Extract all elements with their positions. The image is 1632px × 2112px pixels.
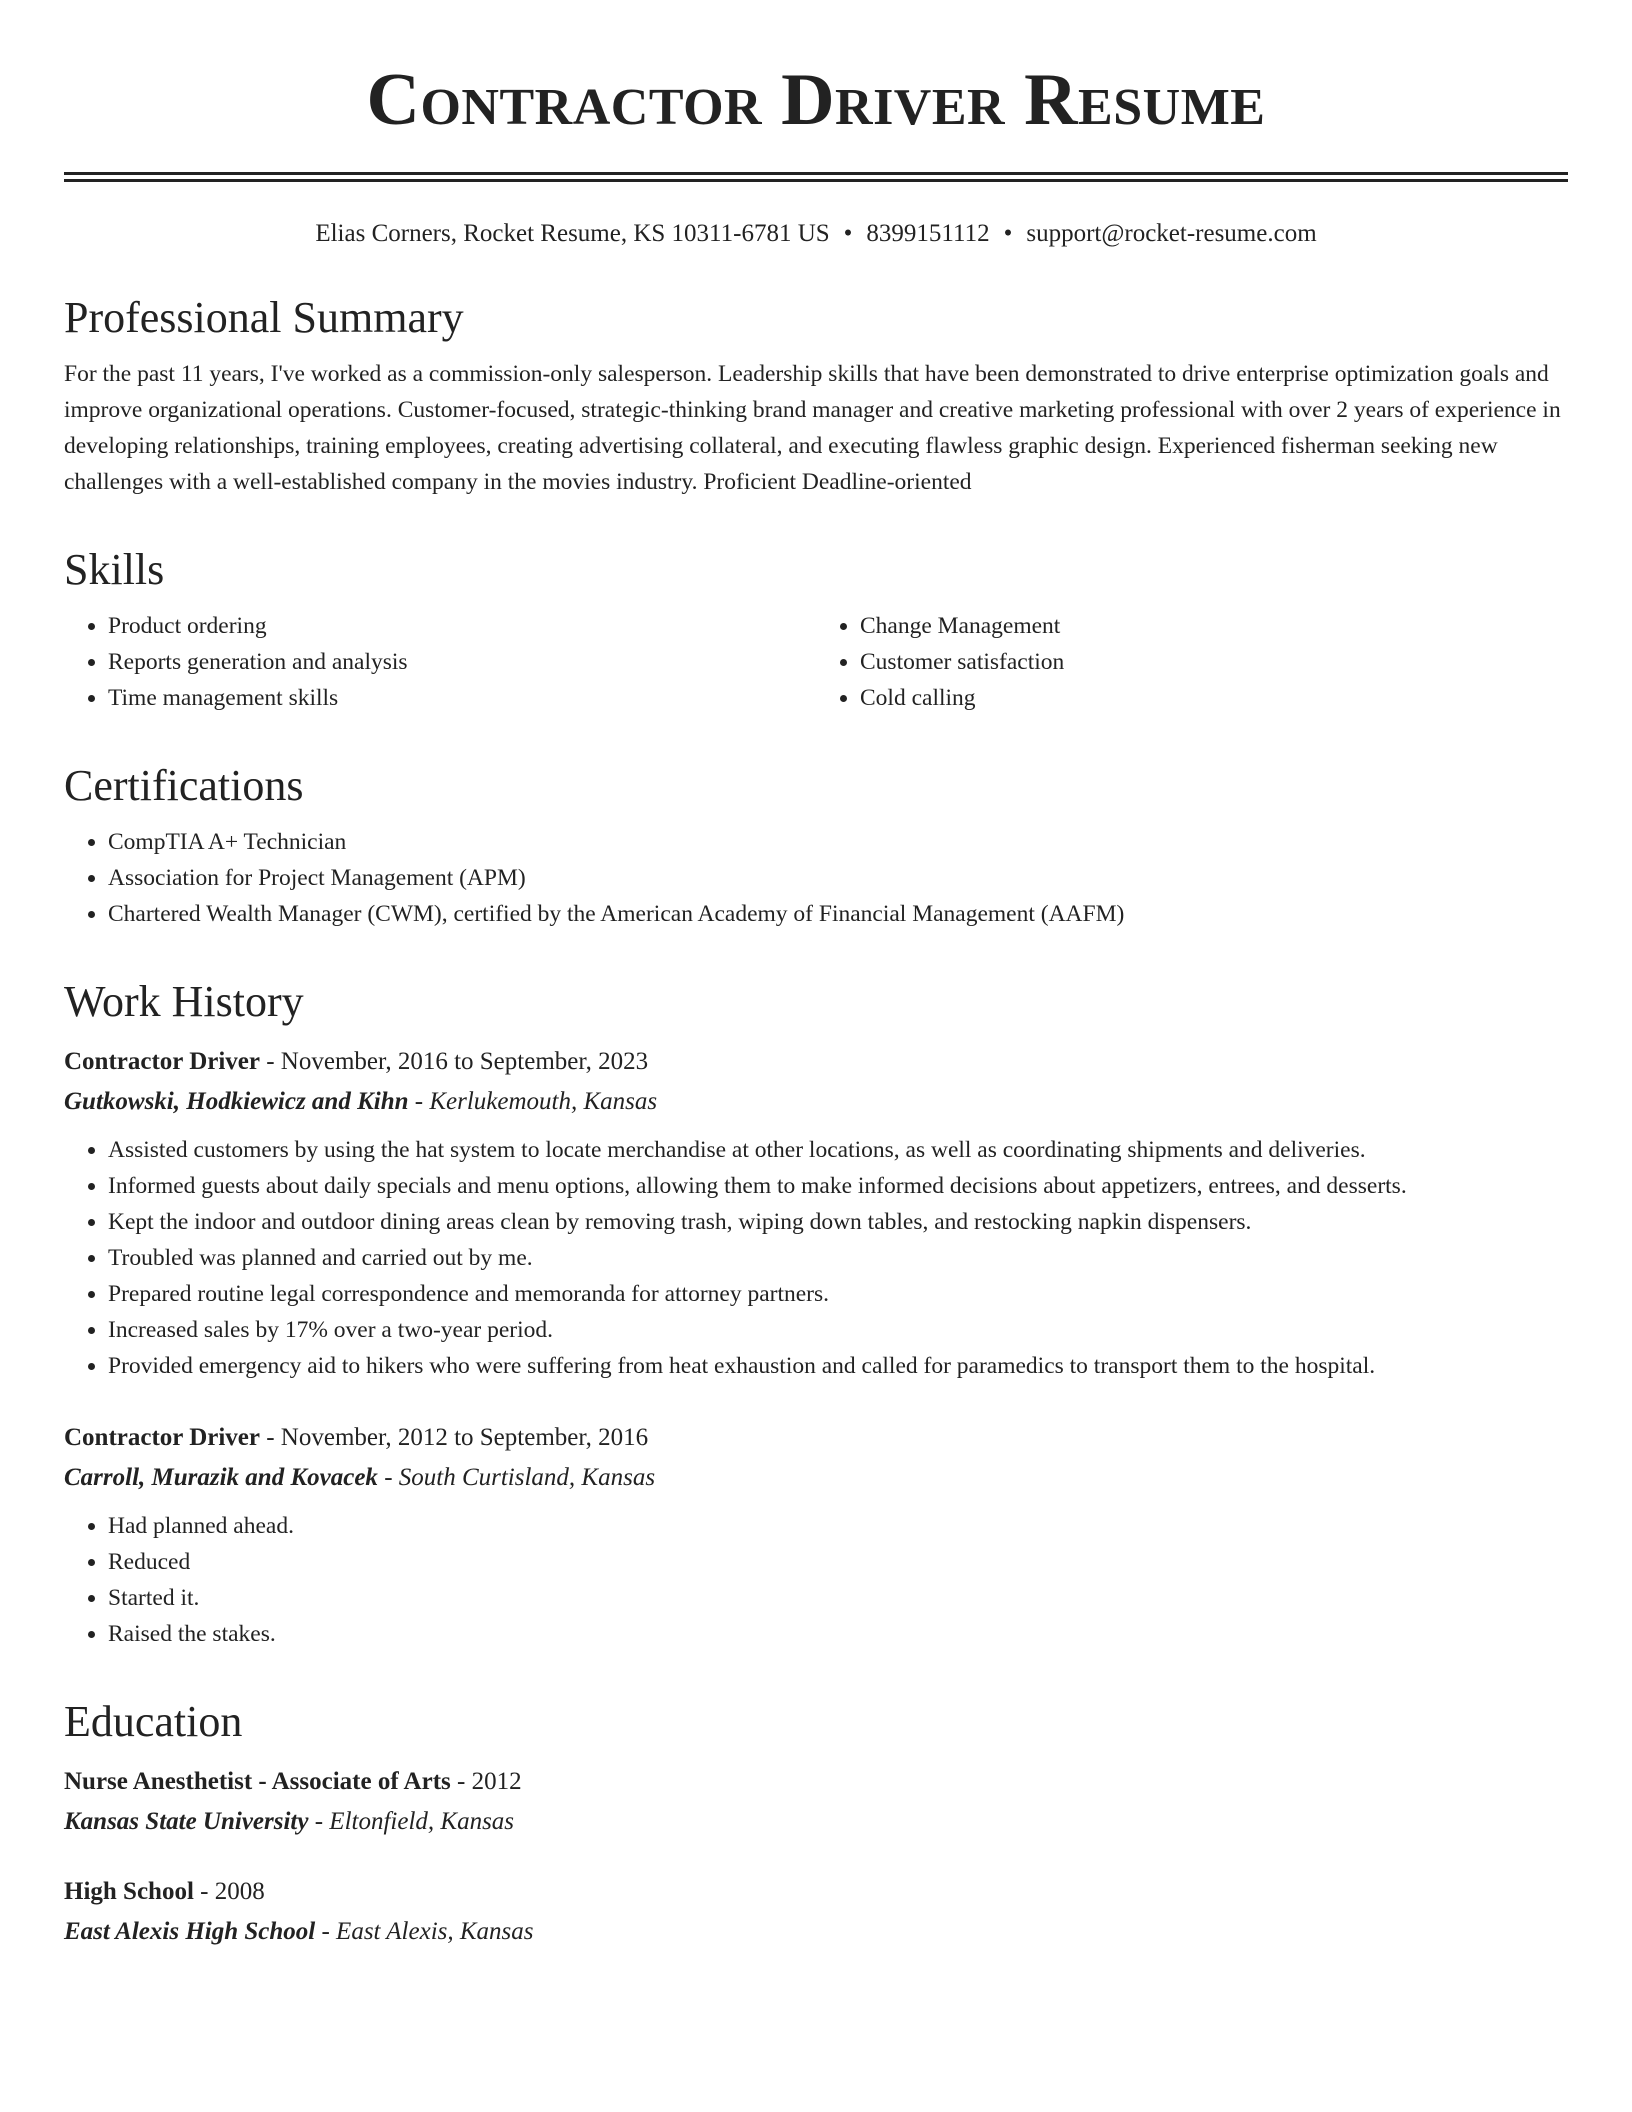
job-duty: • Kept the indoor and outdoor dining areas clean by removing trash, wiping down tables, and restocking napkin dispensers. xyxy=(108,1204,1568,1240)
job-header xyxy=(64,1418,1568,1458)
job-title: Contractor Driver xyxy=(64,1048,260,1075)
job-entry xyxy=(64,1418,1568,1652)
contact-phone: 8399151112 xyxy=(866,220,990,247)
job-entry xyxy=(64,1042,1568,1384)
certification-item: • Association for Project Management (APM) xyxy=(108,860,1568,896)
job-dates: - November, 2016 to September, 2023 xyxy=(259,1048,649,1075)
skill-item: • Cold calling xyxy=(860,680,1568,716)
contact-separator: • xyxy=(1003,220,1013,247)
summary-section xyxy=(64,292,1568,500)
job-location: - Kerlukemouth, Kansas xyxy=(408,1088,658,1115)
contact-email[interactable]: support@rocket-resume.com xyxy=(1026,220,1317,247)
skill-item: • Customer satisfaction xyxy=(860,644,1568,680)
job-duty: • Reduced xyxy=(108,1544,1568,1580)
skill-item: • Reports generation and analysis xyxy=(108,644,816,680)
summary-text: For the past 11 years, I've worked as a commission-only salesperson. Leadership skills that have been demonstrated to drive enterprise optimization goals and improve organizational operations. Customer-focused, strategic-thinking brand manager and creative marketing professional with over 2 years of experience in developing relationships, training employees, creating advertising collateral, and executing flawless graphic design. Experienced fisherman seeking new challenges with a well-established company in the movies industry. Proficient Deadline-oriented xyxy=(64,361,1561,495)
education-school-line xyxy=(64,1912,1568,1952)
job-duty: • Informed guests about daily specials and menu options, allowing them to make informed decisions about appetizers, entrees, and desserts. xyxy=(108,1168,1568,1204)
skills-section xyxy=(64,544,1568,716)
skill-item: • Product ordering xyxy=(108,608,816,644)
job-company-line xyxy=(64,1082,1568,1122)
job-title: Contractor Driver xyxy=(64,1424,260,1451)
job-duty: • Troubled was planned and carried out by me. xyxy=(108,1240,1568,1276)
job-duty: • Started it. xyxy=(108,1580,1568,1616)
resume-title: Contractor Driver Resume xyxy=(366,59,1266,141)
education-degree: High School xyxy=(64,1878,194,1905)
skills-heading: Skills xyxy=(64,545,165,594)
education-year: - 2008 xyxy=(193,1878,265,1905)
job-location: - South Curtisland, Kansas xyxy=(377,1464,656,1491)
contact-separator: • xyxy=(843,220,853,247)
education-school: East Alexis High School xyxy=(64,1918,316,1945)
education-year: - 2012 xyxy=(450,1768,522,1795)
job-duty: • Raised the stakes. xyxy=(108,1616,1568,1652)
education-entry xyxy=(64,1762,1568,1842)
job-duty: • Assisted customers by using the hat system to locate merchandise at other locations, as well as coordinating shipments and deliveries. xyxy=(108,1132,1568,1168)
certification-item: • Chartered Wealth Manager (CWM), certified by the American Academy of Financial Management (AAFM) xyxy=(108,896,1568,932)
skills-columns xyxy=(64,608,1568,716)
job-company: Carroll, Murazik and Kovacek xyxy=(64,1464,378,1491)
education-location: - East Alexis, Kansas xyxy=(315,1918,534,1945)
job-duty: • Increased sales by 17% over a two-year period. xyxy=(108,1312,1568,1348)
education-entry xyxy=(64,1872,1568,1952)
summary-heading: Professional Summary xyxy=(64,293,464,342)
skills-list-right xyxy=(816,608,1568,716)
job-company-line xyxy=(64,1458,1568,1498)
job-dates: - November, 2012 to September, 2016 xyxy=(259,1424,649,1451)
certifications-heading: Certifications xyxy=(64,761,304,810)
education-school: Kansas State University xyxy=(64,1808,309,1835)
skill-item: • Time management skills xyxy=(108,680,816,716)
job-duty: • Provided emergency aid to hikers who were suffering from heat exhaustion and called for paramedics to transport them to the hospital. xyxy=(108,1348,1568,1384)
job-duties-list xyxy=(64,1508,1568,1652)
contact-line xyxy=(64,218,1568,250)
title-divider xyxy=(64,172,1568,182)
contact-address: Elias Corners, Rocket Resume, KS 10311-6781 US xyxy=(315,220,830,247)
job-duty: • Prepared routine legal correspondence and memoranda for attorney partners. xyxy=(108,1276,1568,1312)
work-history-section xyxy=(64,976,1568,1652)
skill-item: • Change Management xyxy=(860,608,1568,644)
certifications-section xyxy=(64,760,1568,932)
job-duties-list xyxy=(64,1132,1568,1384)
job-company: Gutkowski, Hodkiewicz and Kihn xyxy=(64,1088,409,1115)
job-header xyxy=(64,1042,1568,1082)
education-section xyxy=(64,1696,1568,1952)
skills-list-left xyxy=(64,608,816,716)
education-header xyxy=(64,1872,1568,1912)
education-degree: Nurse Anesthetist - Associate of Arts xyxy=(64,1768,451,1795)
education-heading: Education xyxy=(64,1697,243,1746)
education-location: - Eltonfield, Kansas xyxy=(308,1808,515,1835)
certifications-list xyxy=(64,824,1568,932)
education-header xyxy=(64,1762,1568,1802)
work-history-heading: Work History xyxy=(64,977,304,1026)
education-school-line xyxy=(64,1802,1568,1842)
certification-item: • CompTIA A+ Technician xyxy=(108,824,1568,860)
job-duty: • Had planned ahead. xyxy=(108,1508,1568,1544)
